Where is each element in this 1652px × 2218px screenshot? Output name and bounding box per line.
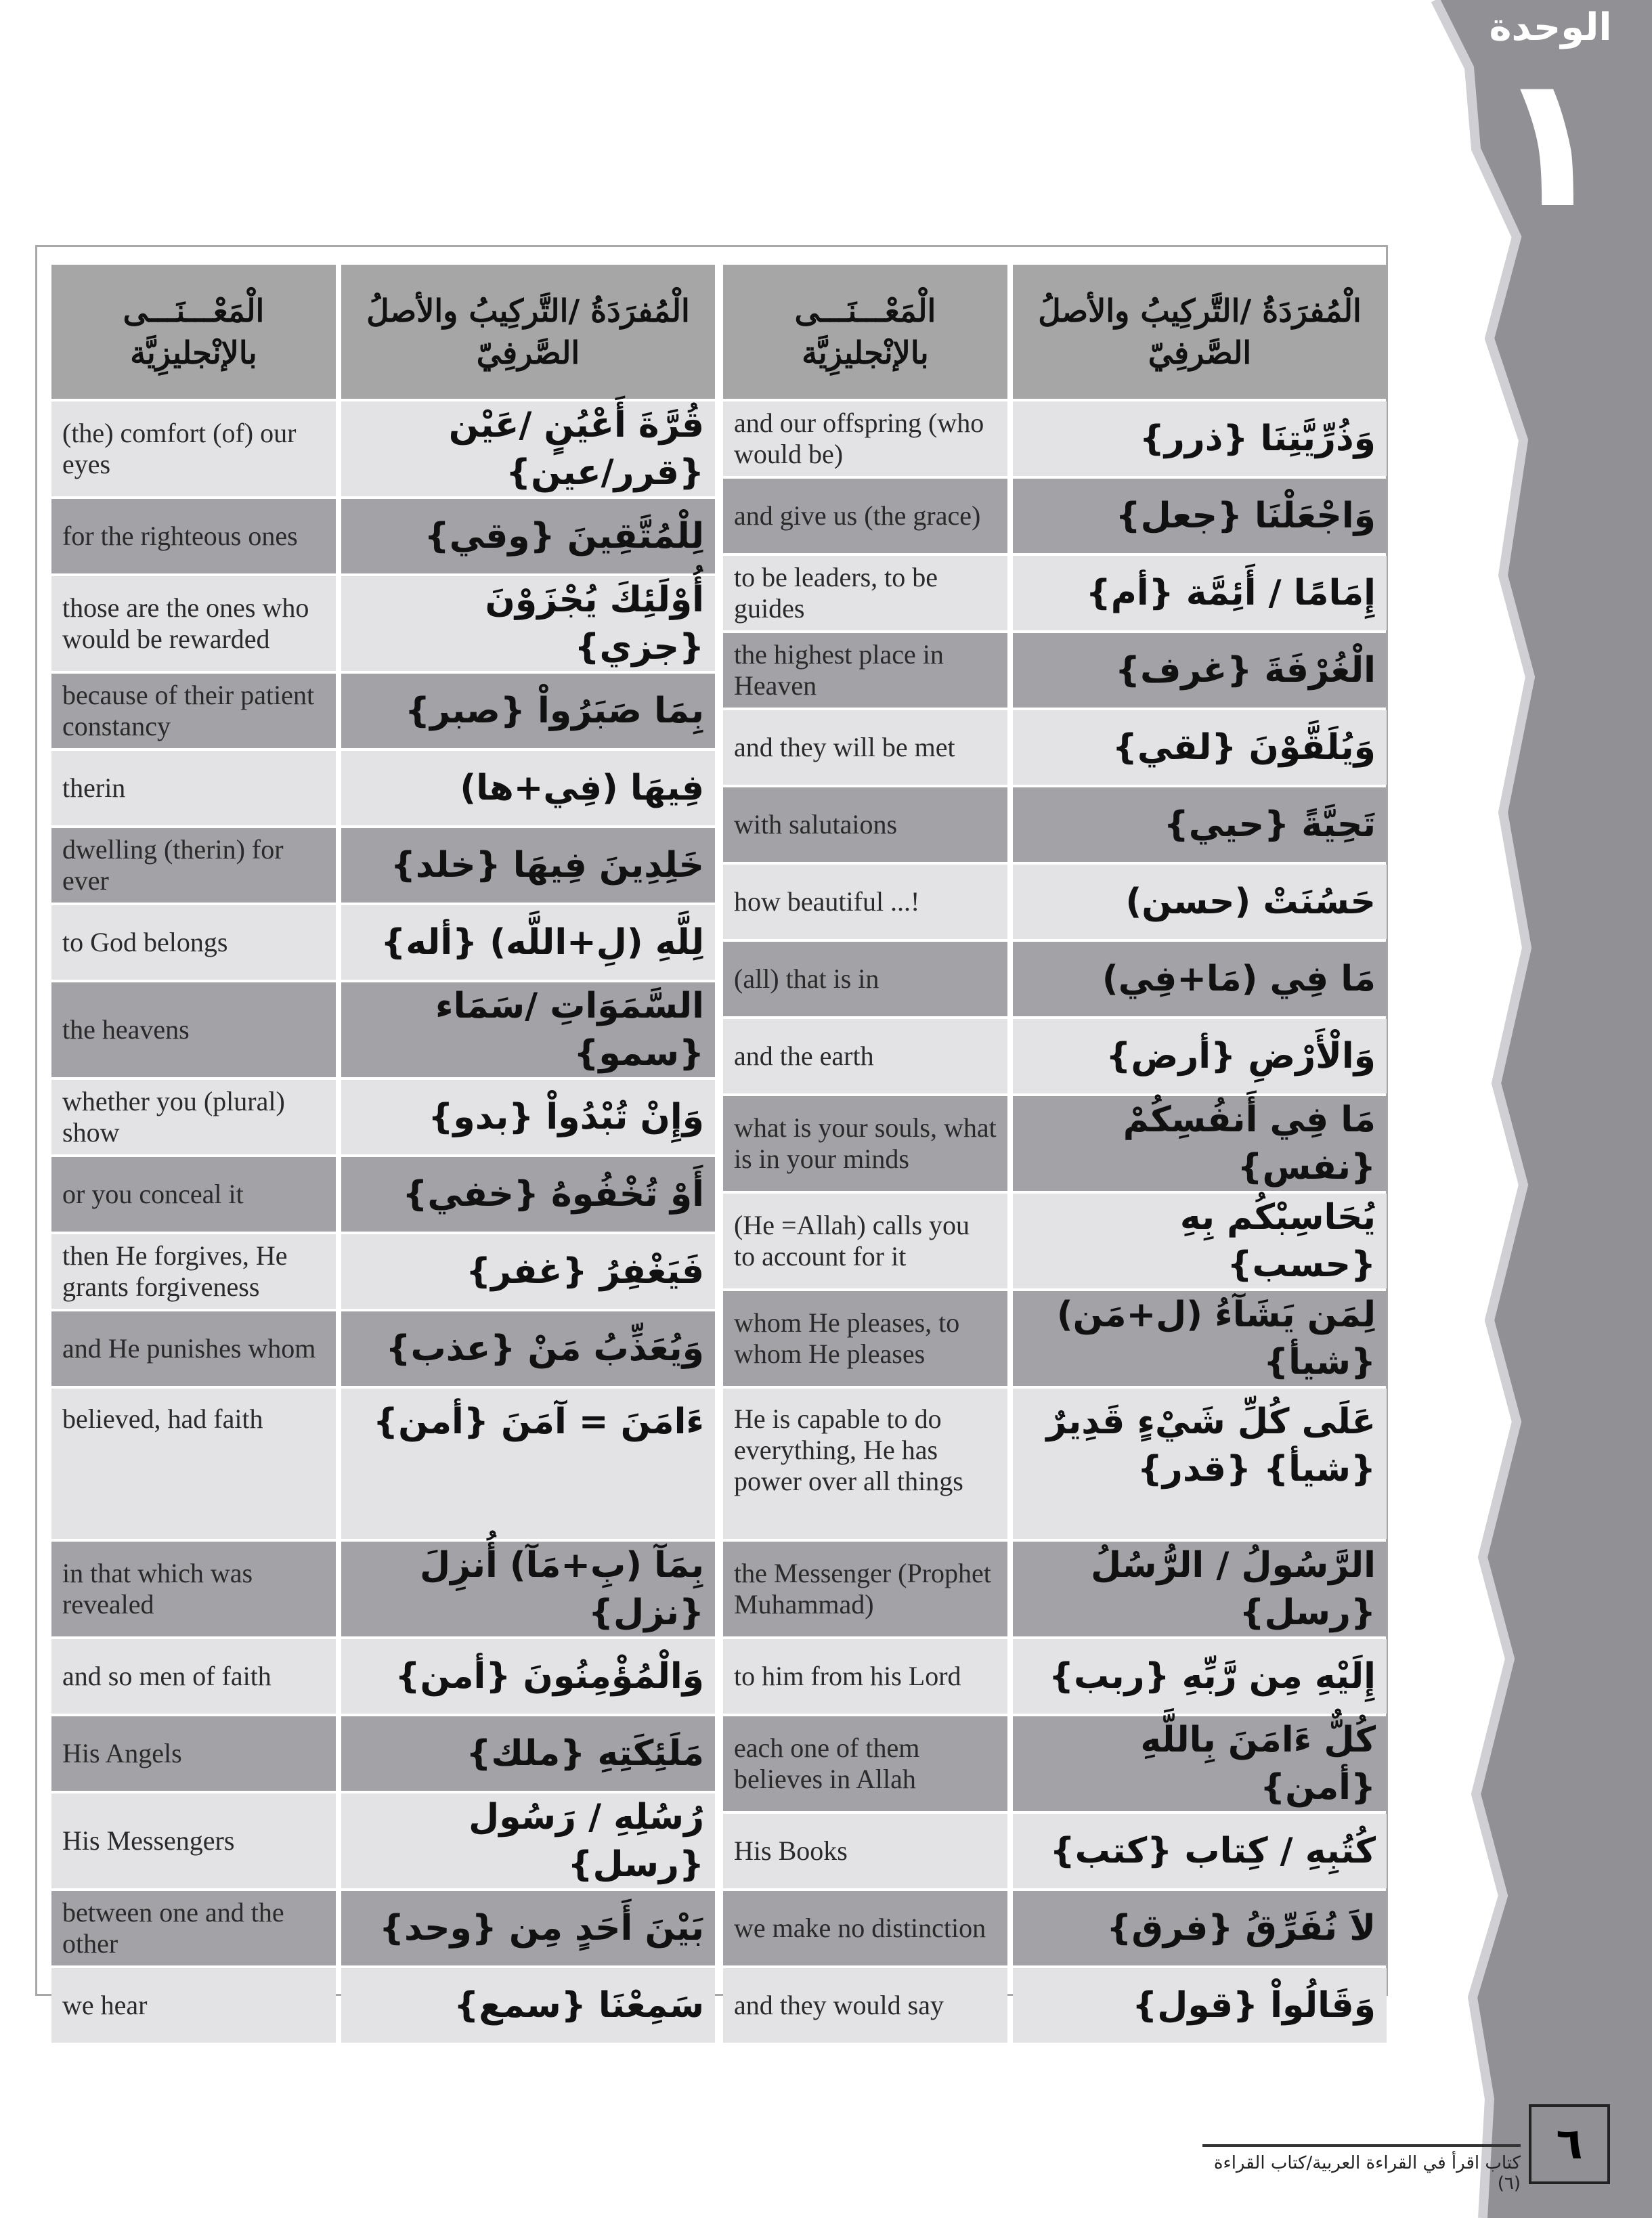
decorative-side-strip <box>1408 0 1652 2218</box>
arabic-word: وَالْأَرْضِ {أرض} <box>1013 1019 1387 1093</box>
english-meaning: to be leaders, to be guides <box>723 556 1007 630</box>
table-row <box>51 1639 715 1714</box>
header-row <box>51 265 715 399</box>
english-meaning: the highest place in Heaven <box>723 633 1007 708</box>
table-row <box>723 1968 1387 2043</box>
table-row <box>723 1291 1387 1386</box>
table-row <box>723 1891 1387 1965</box>
header-row <box>723 265 1387 399</box>
table-row <box>51 1542 715 1636</box>
english-meaning: the heavens <box>51 982 336 1077</box>
english-meaning: we hear <box>51 1968 336 2043</box>
footer-book-title: كتاب اقرأ في القراءة العربية/كتاب القراءة (٦) <box>1213 2153 1521 2194</box>
arabic-word: وَذُرِّيَّتِنَا {ذرر} <box>1013 401 1387 476</box>
arabic-word: إِلَيْهِ مِن رَّبِّهِ {ربب} <box>1013 1639 1387 1714</box>
arabic-word: مَا فِي (مَا+فِي) <box>1013 942 1387 1016</box>
arabic-word: فِيهَا (فِي+ها) <box>341 751 715 825</box>
page-number: ٦ <box>1529 2104 1610 2184</box>
arabic-word: رُسُلِهِ / رَسُول {رسل} <box>341 1793 715 1888</box>
table-row <box>723 942 1387 1016</box>
english-meaning: He is capable to do everything, He has power over all things <box>723 1389 1007 1539</box>
english-meaning: His Messengers <box>51 1793 336 1888</box>
english-meaning: His Books <box>723 1814 1007 1888</box>
table-row <box>51 1080 715 1154</box>
english-meaning: (He =Allah) calls you to account for it <box>723 1194 1007 1288</box>
table-row <box>723 1194 1387 1288</box>
table-row <box>51 1793 715 1888</box>
english-meaning: (all) that is in <box>723 942 1007 1016</box>
arabic-word: تَحِيَّةً {حيي} <box>1013 787 1387 862</box>
english-meaning: what is your souls, what is in your minds <box>723 1096 1007 1191</box>
unit-label: الوحدة <box>1489 5 1612 49</box>
arabic-word: كُتُبِهِ / كِتاب {كتب} <box>1013 1814 1387 1888</box>
table-row <box>723 401 1387 476</box>
english-meaning: how beautiful ...! <box>723 865 1007 939</box>
meaning-column-header: الْمَعْـــنَـــى بالإنْجليزِيَّة <box>723 265 1007 399</box>
table-row <box>51 1157 715 1232</box>
table-row <box>723 1096 1387 1191</box>
arabic-word: بِمَا صَبَرُواْ {صبر} <box>341 674 715 748</box>
english-meaning: and the earth <box>723 1019 1007 1093</box>
table-row <box>51 674 715 748</box>
arabic-word: مَا فِي أَنفُسِكُمْ {نفس} <box>1013 1096 1387 1191</box>
english-meaning: and so men of faith <box>51 1639 336 1714</box>
english-meaning: to God belongs <box>51 905 336 980</box>
english-meaning: dwelling (therin) for ever <box>51 828 336 903</box>
arabic-word: عَلَى كُلِّ شَيْءٍ قَدِيرٌ {شيأ} {قدر} <box>1013 1389 1387 1539</box>
arabic-word: وَيُلَقَّوْنَ {لقي} <box>1013 710 1387 785</box>
arabic-word: إِمَامًا / أَئِمَّة {أم} <box>1013 556 1387 630</box>
arabic-word: الرَّسُولُ / الرُّسُلُ {رسل} <box>1013 1542 1387 1636</box>
table-row <box>723 1019 1387 1093</box>
arabic-word: وَإِنْ تُبْدُواْ {بدو} <box>341 1080 715 1154</box>
arabic-word: السَّمَوَاتِ /سَمَاء {سمو} <box>341 982 715 1077</box>
english-meaning: we make no distinction <box>723 1891 1007 1965</box>
arabic-word: لاَ نُفَرِّقُ {فرق} <box>1013 1891 1387 1965</box>
table-row <box>723 787 1387 862</box>
english-meaning: because of their patient constancy <box>51 674 336 748</box>
english-meaning: those are the ones who would be rewarded <box>51 576 336 671</box>
english-meaning: each one of them believes in Allah <box>723 1716 1007 1811</box>
english-meaning: the Messenger (Prophet Muhammad) <box>723 1542 1007 1636</box>
english-meaning: whom He pleases, to whom He pleases <box>723 1291 1007 1386</box>
english-meaning: whether you (plural) show <box>51 1080 336 1154</box>
arabic-word: فَيَغْفِرُ {غفر} <box>341 1234 715 1309</box>
table-row <box>51 401 715 496</box>
english-meaning: and He punishes whom <box>51 1311 336 1386</box>
arabic-word: وَالْمُؤْمِنُونَ {أمن} <box>341 1639 715 1714</box>
english-meaning: His Angels <box>51 1716 336 1791</box>
meaning-column-header: الْمَعْـــنَـــى بالإنْجليزِيَّة <box>51 265 336 399</box>
english-meaning: in that which was revealed <box>51 1542 336 1636</box>
english-meaning: and they will be met <box>723 710 1007 785</box>
arabic-word: كُلٌّ ءَامَنَ بِاللَّهِ {أمن} <box>1013 1716 1387 1811</box>
vocabulary-table-left <box>46 262 720 2045</box>
table-row <box>723 556 1387 630</box>
footer-rule <box>1202 2144 1521 2147</box>
table-row <box>51 1311 715 1386</box>
table-row <box>723 865 1387 939</box>
unit-number: ١ <box>1494 35 1607 248</box>
table-row <box>51 499 715 573</box>
table-row <box>51 1891 715 1965</box>
table-row <box>51 828 715 903</box>
table-row <box>723 1639 1387 1714</box>
table-row <box>51 576 715 671</box>
table-row <box>51 751 715 825</box>
english-meaning: therin <box>51 751 336 825</box>
table-row <box>51 1234 715 1309</box>
arabic-word: سَمِعْنَا {سمع} <box>341 1968 715 2043</box>
arabic-word: لِلْمُتَّقِينَ {وقي} <box>341 499 715 573</box>
arabic-word: بَيْنَ أَحَدٍ مِن {وحد} <box>341 1891 715 1965</box>
arabic-word: قُرَّةَ أَعْيُنٍ /عَيْن {قرر/عين} <box>341 401 715 496</box>
arabic-word: وَاجْعَلْنَا {جعل} <box>1013 479 1387 553</box>
english-meaning: (the) comfort (of) our eyes <box>51 401 336 496</box>
word-column-header: الْمُفرَدَةُ /التَّركِيبُ والأصلُ الصَّرفِيّ <box>341 265 715 399</box>
arabic-word: ءَامَنَ = آمَنَ {أمن} <box>341 1389 715 1539</box>
arabic-word: لِلَّهِ (لِ+اللَّه) {أله} <box>341 905 715 980</box>
arabic-word: حَسُنَتْ (حسن) <box>1013 865 1387 939</box>
english-meaning: and our offspring (who would be) <box>723 401 1007 476</box>
table-row <box>51 982 715 1077</box>
arabic-word: لِمَن يَشَآءُ (ل+مَن) {شيأ} <box>1013 1291 1387 1386</box>
vocabulary-table-right <box>718 262 1392 2045</box>
table-row <box>51 905 715 980</box>
arabic-word: الْغُرْفَةَ {غرف} <box>1013 633 1387 708</box>
arabic-word: مَلَئِكَتِهِ {ملك} <box>341 1716 715 1791</box>
english-meaning: or you conceal it <box>51 1157 336 1232</box>
english-meaning: to him from his Lord <box>723 1639 1007 1714</box>
arabic-word: وَقَالُواْ {قول} <box>1013 1968 1387 2043</box>
english-meaning: and they would say <box>723 1968 1007 2043</box>
arabic-word: وَيُعَذِّبُ مَنْ {عذب} <box>341 1311 715 1386</box>
english-meaning: with salutaions <box>723 787 1007 862</box>
table-row <box>723 710 1387 785</box>
table-row <box>723 1542 1387 1636</box>
table-row <box>51 1968 715 2043</box>
table-row <box>51 1716 715 1791</box>
arabic-word: خَلِدِينَ فِيهَا {خلد} <box>341 828 715 903</box>
table-row <box>723 1814 1387 1888</box>
english-meaning: for the righteous ones <box>51 499 336 573</box>
arabic-word: أَوْ تُخْفُوهُ {خفي} <box>341 1157 715 1232</box>
table-row <box>723 633 1387 708</box>
table-row <box>723 1716 1387 1811</box>
table-row <box>723 479 1387 553</box>
arabic-word: بِمَآ (بِ+مَآ) أُنزِلَ {نزل} <box>341 1542 715 1636</box>
english-meaning: between one and the other <box>51 1891 336 1965</box>
word-column-header: الْمُفرَدَةُ /التَّركِيبُ والأصلُ الصَّرفِيّ <box>1013 265 1387 399</box>
table-row <box>51 1389 715 1539</box>
english-meaning: then He forgives, He grants forgiveness <box>51 1234 336 1309</box>
arabic-word: أُوْلَئِكَ يُجْزَوْنَ {جزي} <box>341 576 715 671</box>
english-meaning: believed, had faith <box>51 1389 336 1539</box>
english-meaning: and give us (the grace) <box>723 479 1007 553</box>
arabic-word: يُحَاسِبْكُم بِهِ {حسب} <box>1013 1194 1387 1288</box>
table-row <box>723 1389 1387 1539</box>
